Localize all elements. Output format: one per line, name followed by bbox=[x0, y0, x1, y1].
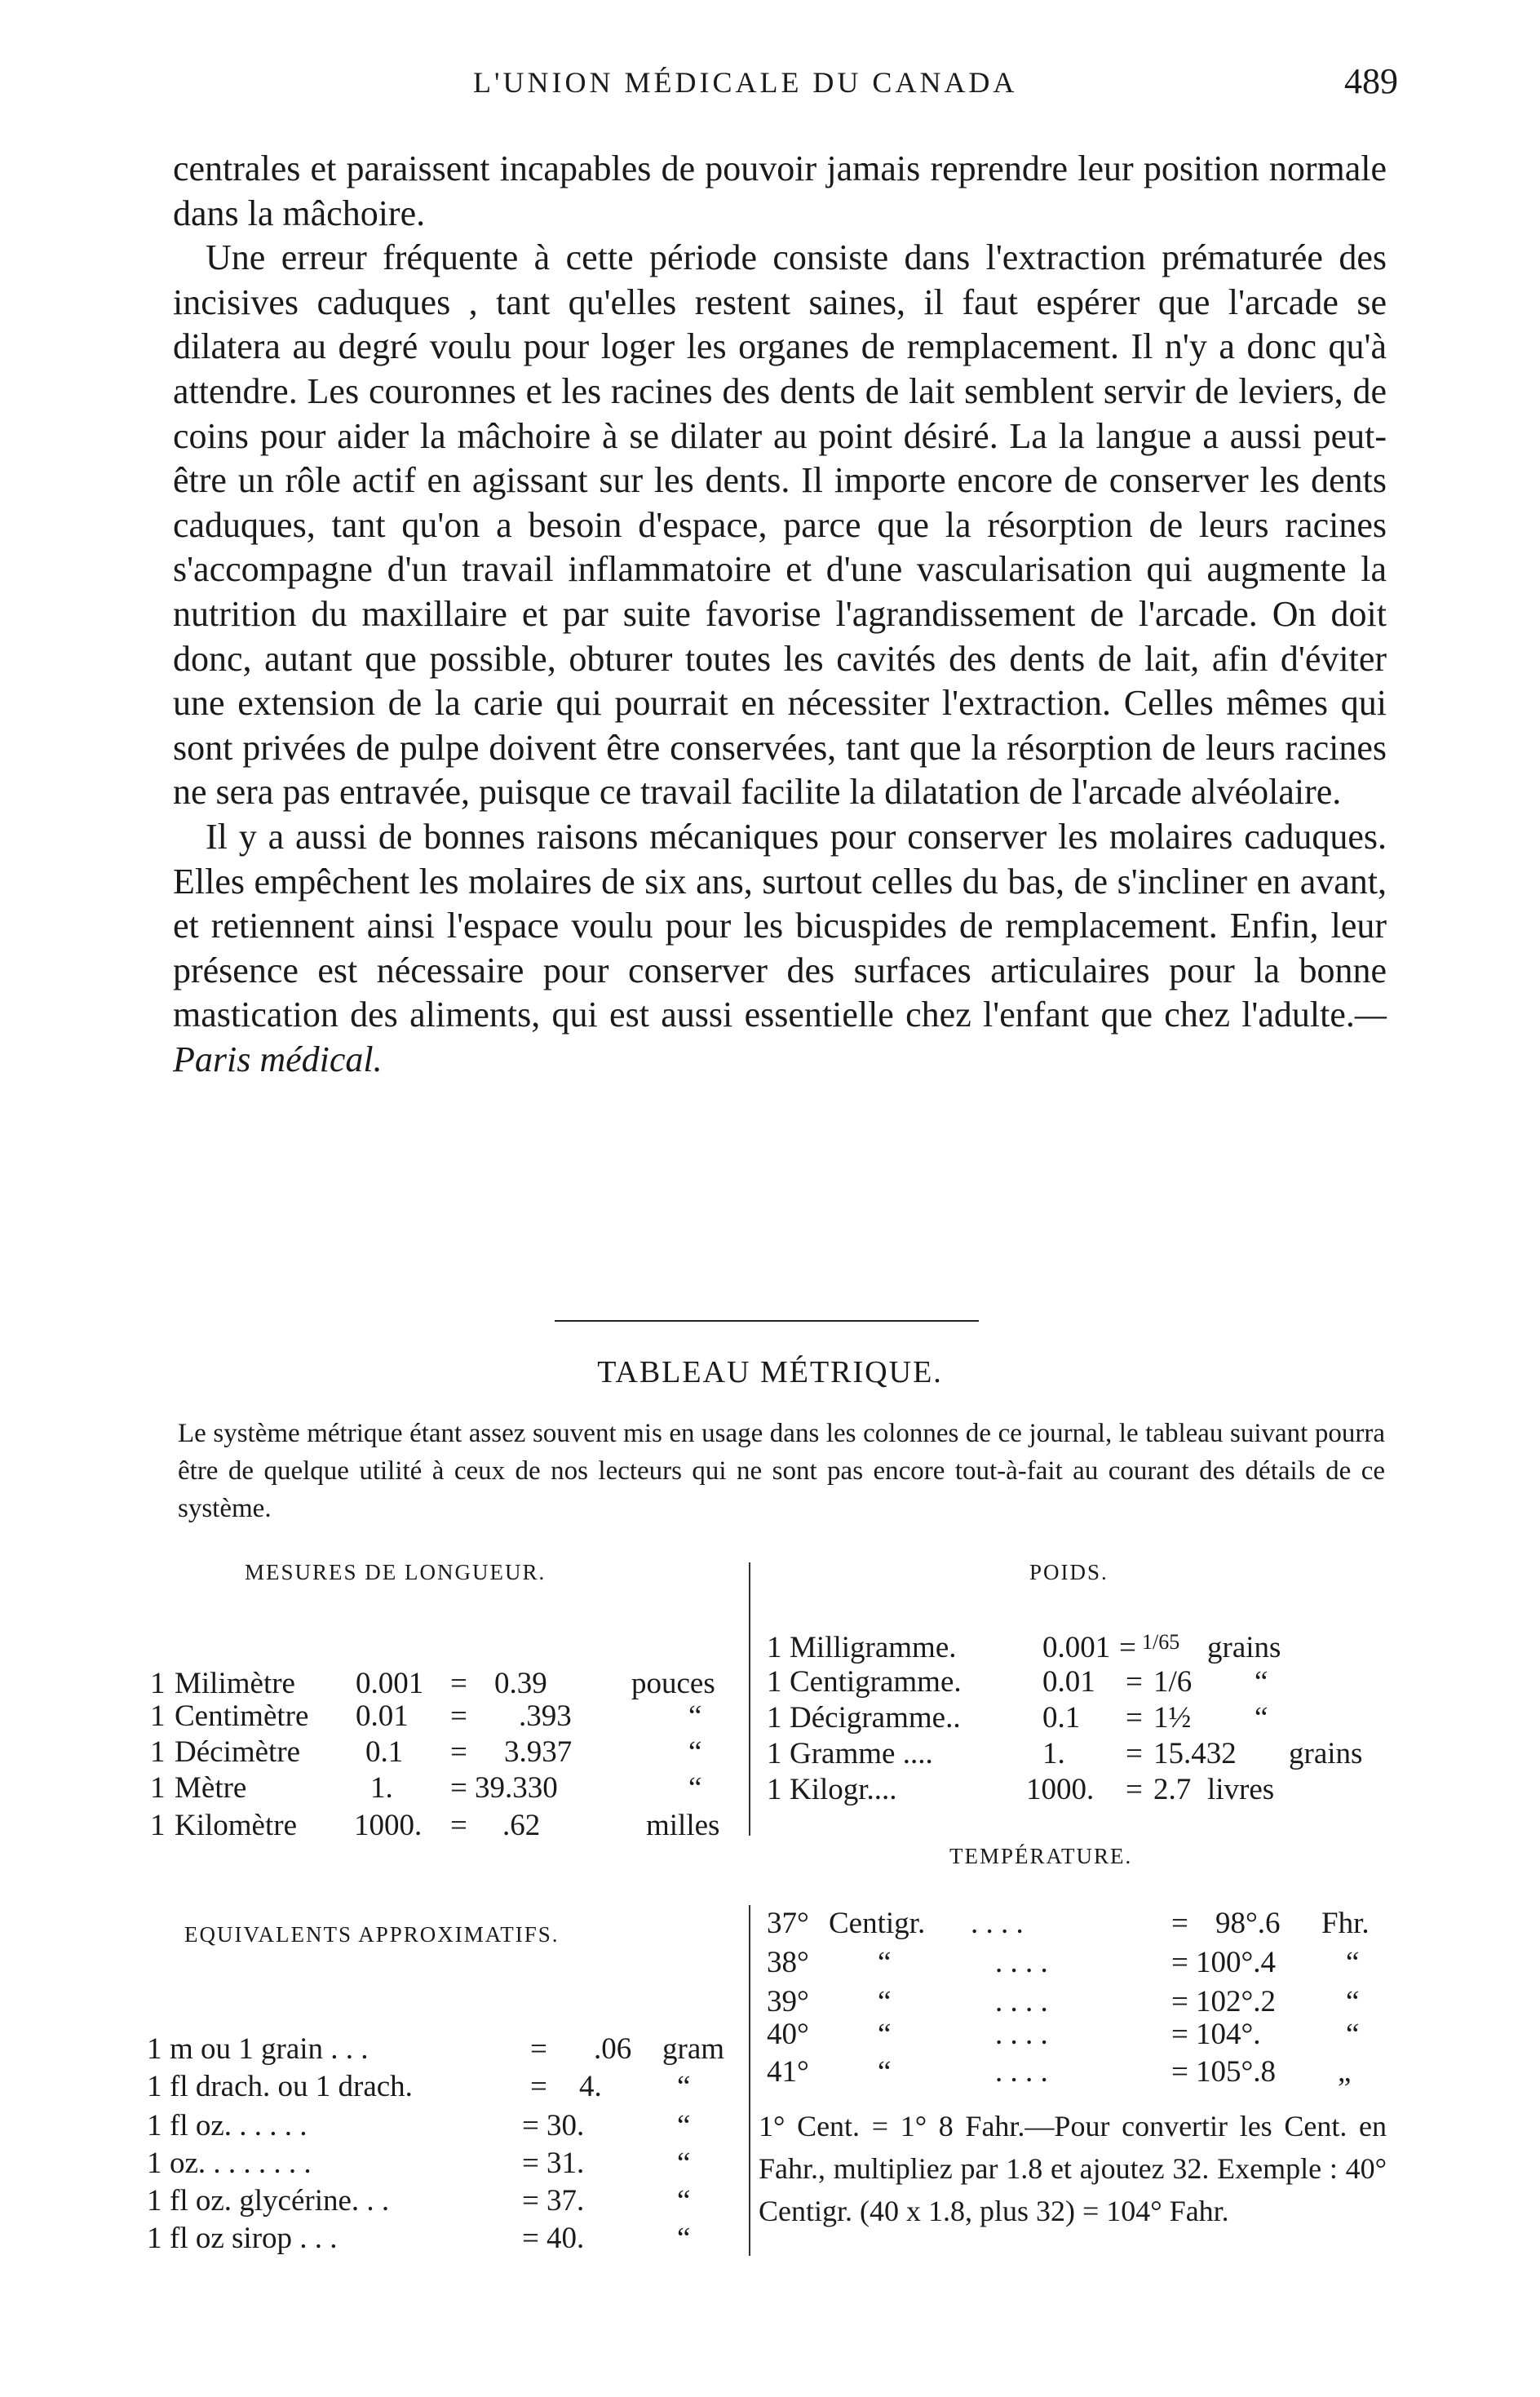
heading-equivalents: EQUIVALENTS APPROXIMATIFS. bbox=[184, 1922, 560, 1947]
article-body bbox=[173, 147, 1387, 1082]
journal-page: L'UNION MÉDICALE DU CANADA 489 centrales et paraissent incapables de pouvoir jamais reprendre leur position normale dans la mâchoire. Une erreur fréquente à cette période consiste dans l'extraction prématurée des incisives caduques , tant qu'elles restent saines, il faut espérer que l'arcade se dilatera au degré voulu pour loger les organes de remplacement. Il n'y a donc qu'à attendre. Les couronnes et les racines des dents de lait semblent servir de leviers, de coins pour aider la mâchoire à se dilater au point désiré. La la langue a aussi peut-être un rôle actif en agissant sur les dents. Il importe encore de conserver les dents caduques, tant qu'on a besoin d'espace, parce que la résorption de leurs racines s'accompagne d'un travail inflammatoire et d'une vascularisation qui augmente la nutrition du maxillaire et par suite favorise l'agrandissement de l'arcade. On doit donc, autant que possible, obturer toutes les cavités des dents de lait, afin d'éviter une extension de la carie qui pourrait en nécessiter l'extraction. Celles mêmes qui sont privées de pulpe doivent être conservées, tant que la résorption de leurs racines ne sera pas entravée, puisque ce travail facilite la dilatation de l'arcade alvéolaire. Il y a aussi de bonnes raisons mécaniques pour conserver les molaires caduques. Elles empêchent les molaires de six ans, surtout celles du bas, de s'incliner en avant, et retiennent ainsi l'espace voulu pour les bicuspides de remplacement. Enfin, leur présence est nécessaire pour conserver des surfaces articulaires pour la bonne mastication des aliments, qui est aussi essentielle chez l'enfant que chez l'adulte.—Paris médical. TABLEAU MÉTRIQUE. Le système métrique étant assez souvent mis en usage dans les colonnes de ce journal, le tableau suivant pourra être de quelque utilité à ceux de nos lecteurs qui ne sont pas encore tout-à-fait au courant des détails de ce système. MESURES DE LONGUEUR. POIDS. 1 Milimètre 0.001 = 0.39 pouces 1 Centimètre 0.01 = .393 “ 1 Décimètre 0.1 = 3.937 “ 1 Mètre 1. = 39.330 “ 1 Kilomètre 1000. = .62 milles 1 Milligramme. 0.001 = 1/65 grains 1 Centigramme. 0.01 = 1/6 “ 1 Décigramme.. 0.1 = 1½ “ 1 Gramme .... 1. = 15.432 grains 1 Kilogr.... 1000. = 2.7 livres EQUIVALENTS APPROXIMATIFS. 1 m ou 1 grain . . . = .06 gram 1 fl drach. ou 1 drach. = 4. “ 1 fl oz. . . . . . = 30. “ 1 oz. . . . . . . . = 31. “ 1 fl oz. glycérine. . . = 37. “ 1 fl oz sirop . . . = 40. “ TEMPÉRATURE. 37° Centigr. . . . . = 98°.6 Fhr. 38° “ . . . . = 100°.4 “ 39° “ . . . . = 102°.2 “ 40° “ . . . . = 104°. “ 41° “ . . . . = 105°.8 „ 1° Cent. = 1° 8 Fahr.—Pour convertir les Cent. en Fahr., multipliez par 1.8 et ajoutez 32. Exemple : 40° Centigr. (40 x 1.8, plus 32) = 104° Fahr. bbox=[0, 0, 1540, 2397]
table-intro: Le système métrique étant assez souvent mis en usage dans les colonnes de ce journal, le tableau suivant pourra être de quelque utilité à ceux de nos lecteurs qui ne sont pas encore tout-à-fait au courant des détails de ce système. bbox=[178, 1419, 1385, 1523]
running-header bbox=[0, 60, 1540, 109]
paragraph bbox=[173, 815, 1387, 1083]
paragraph: centrales et paraissent incapables de pouvoir jamais reprendre leur position normale dans la mâchoire. bbox=[173, 148, 1387, 233]
paragraph-text: Il y a aussi de bonnes raisons mécaniques pour conserver les molaires caduques. Elles empêchent les molaires de six ans, surtout celles du bas, de s'incliner en avant, et retiennent ainsi l'espace voulu pour les bicuspides de remplacement. Enfin, leur présence est nécessaire pour conserver des surfaces articulaires pour la bonne mastication des aliments, qui est aussi essentielle chez l'enfant que chez l'adulte. bbox=[173, 816, 1387, 1035]
section-divider bbox=[555, 1320, 979, 1322]
journal-title: L'UNION MÉDICALE DU CANADA bbox=[473, 66, 1018, 99]
table-title: TABLEAU MÉTRIQUE. bbox=[597, 1355, 943, 1389]
page-number: 489 bbox=[1344, 61, 1398, 101]
column-divider bbox=[749, 1905, 750, 2256]
note-text: 1° Cent. = 1° 8 Fahr.—Pour convertir les Cent. en Fahr., multipliez par 1.8 et ajoutez 32. Exemple : 40° Centigr. (40 x 1.8, plus 32) = 104° Fahr. bbox=[759, 2110, 1387, 2227]
citation: —Paris médical. bbox=[173, 995, 1387, 1079]
paragraph: Une erreur fréquente à cette période consiste dans l'extraction prématurée des incisives caduques , tant qu'elles restent saines, il faut espérer que l'arcade se dilatera au degré voulu pour loger les organes de remplacement. Il n'y a donc qu'à attendre. Les couronnes et les racines des dents de lait semblent servir de leviers, de coins pour aider la mâchoire à se dilater au point désiré. La la langue a aussi peut-être un rôle actif en agissant sur les dents. Il importe encore de conserver les dents caduques, tant qu'on a besoin d'espace, parce que la résorption de leurs racines s'accompagne d'un travail inflammatoire et d'une vascularisation qui augmente la nutrition du maxillaire et par suite favorise l'agrandissement de l'arcade. On doit donc, autant que possible, obturer toutes les cavités des dents de lait, afin d'éviter une extension de la carie qui pourrait en nécessiter l'extraction. Celles mêmes qui sont privées de pulpe doivent être conservées, tant que la résorption de leurs racines ne sera pas entravée, puisque ce travail facilite la dilatation de l'arcade alvéolaire. bbox=[173, 237, 1387, 813]
column-divider bbox=[749, 1562, 750, 1836]
heading-temperature: TEMPÉRATURE. bbox=[949, 1844, 1133, 1868]
heading-longueur: MESURES DE LONGUEUR. bbox=[245, 1560, 547, 1584]
temperature-note bbox=[759, 2105, 1387, 2232]
heading-poids: POIDS. bbox=[1029, 1560, 1109, 1584]
